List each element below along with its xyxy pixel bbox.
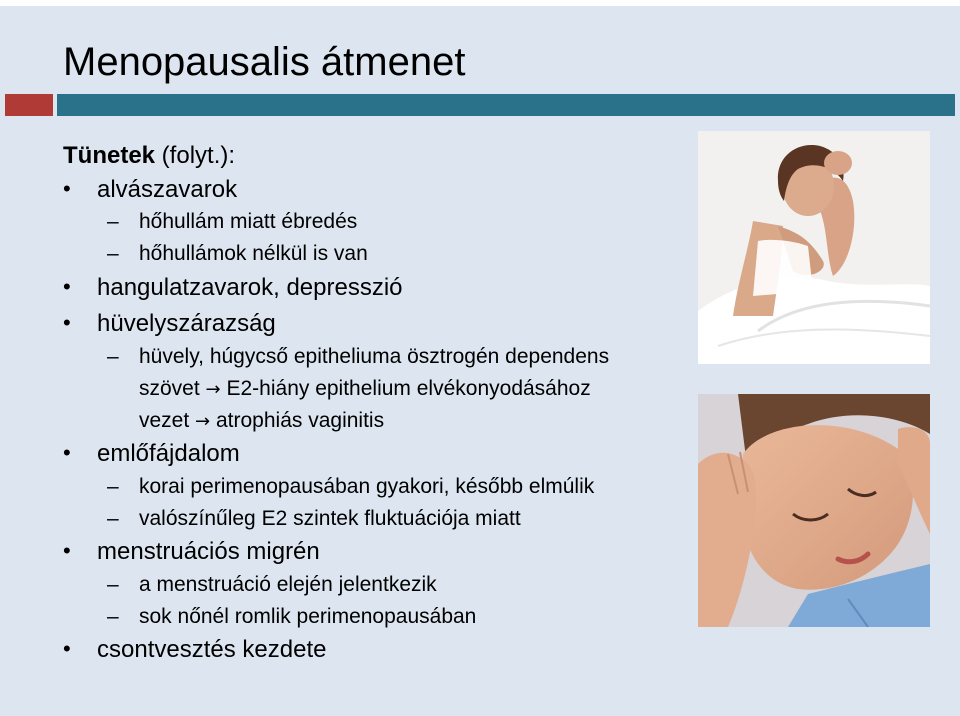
dash-icon: – [107, 573, 119, 596]
sub-item-text: hüvely, húgycső epitheliuma ösztrogén dependens [139, 345, 610, 368]
dash-icon: – [107, 242, 119, 265]
sub-item-text: a menstruáció elején jelentkezik [139, 573, 437, 596]
sub-item-text: korai perimenopausában gyakori, később elmúlik [139, 475, 595, 498]
sub-item [107, 341, 610, 373]
dash-icon: – [107, 475, 119, 498]
sub-item [107, 601, 477, 633]
sub-item-text: E2-hiány epithelium elvékonyodásához [226, 377, 591, 400]
list-item [63, 310, 276, 338]
sub-item-text: vezet [139, 409, 190, 432]
sub-item [107, 206, 358, 238]
woman-in-bed-illustration [698, 131, 930, 364]
bullet-icon: • [63, 538, 71, 563]
sub-item-text: valószínűleg E2 szintek fluktuációja miatt [139, 507, 521, 530]
heading-rest: (folyt.): [155, 142, 236, 169]
sub-item-text: atrophiás vaginitis [215, 409, 385, 432]
arrow-right-icon: → [195, 411, 211, 432]
slide-title: Menopausalis átmenet [63, 40, 466, 84]
sub-item [107, 503, 521, 535]
bullet-icon: • [63, 274, 71, 299]
sub-item [107, 238, 368, 270]
heading-bold: Tünetek [63, 142, 156, 169]
woman-headache-illustration [698, 394, 930, 627]
sub-item-text: sok nőnél romlik perimenopausában [139, 605, 477, 628]
list-item-text: hangulatzavarok, depresszió [97, 274, 403, 301]
dash-icon: – [107, 507, 119, 530]
sub-item [107, 471, 595, 503]
sub-item-text: hőhullám miatt ébredés [139, 210, 358, 233]
woman-headache-photo [698, 394, 930, 627]
arrow-right-icon: → [205, 379, 221, 400]
list-item [63, 538, 320, 566]
list-item [63, 440, 240, 468]
sub-item-text: szövet [139, 377, 200, 400]
dash-icon: – [107, 210, 119, 233]
list-item-text: csontvesztés kezdete [97, 636, 327, 663]
list-item-text: emlőfájdalom [97, 440, 240, 467]
list-item-text: alvászavarok [97, 176, 238, 203]
bullet-icon: • [63, 310, 71, 335]
list-item-text: hüvelyszárazság [97, 310, 276, 337]
sub-item-text: hőhullámok nélkül is van [139, 242, 368, 265]
title-accent-bar-teal [57, 94, 955, 116]
dash-icon: – [107, 605, 119, 628]
bullet-icon: • [63, 636, 71, 661]
list-item [63, 636, 327, 664]
list-item [63, 176, 238, 204]
list-item [63, 274, 403, 302]
woman-in-bed-photo [698, 131, 930, 364]
section-heading [63, 142, 235, 170]
list-item-text: menstruációs migrén [97, 538, 320, 565]
sub-item [107, 569, 437, 601]
bullet-icon: • [63, 176, 71, 201]
bullet-icon: • [63, 440, 71, 465]
sub-item-continuation [139, 405, 384, 438]
sub-item-continuation [139, 373, 591, 406]
title-accent-bar-red [5, 94, 53, 116]
dash-icon: – [107, 345, 119, 368]
